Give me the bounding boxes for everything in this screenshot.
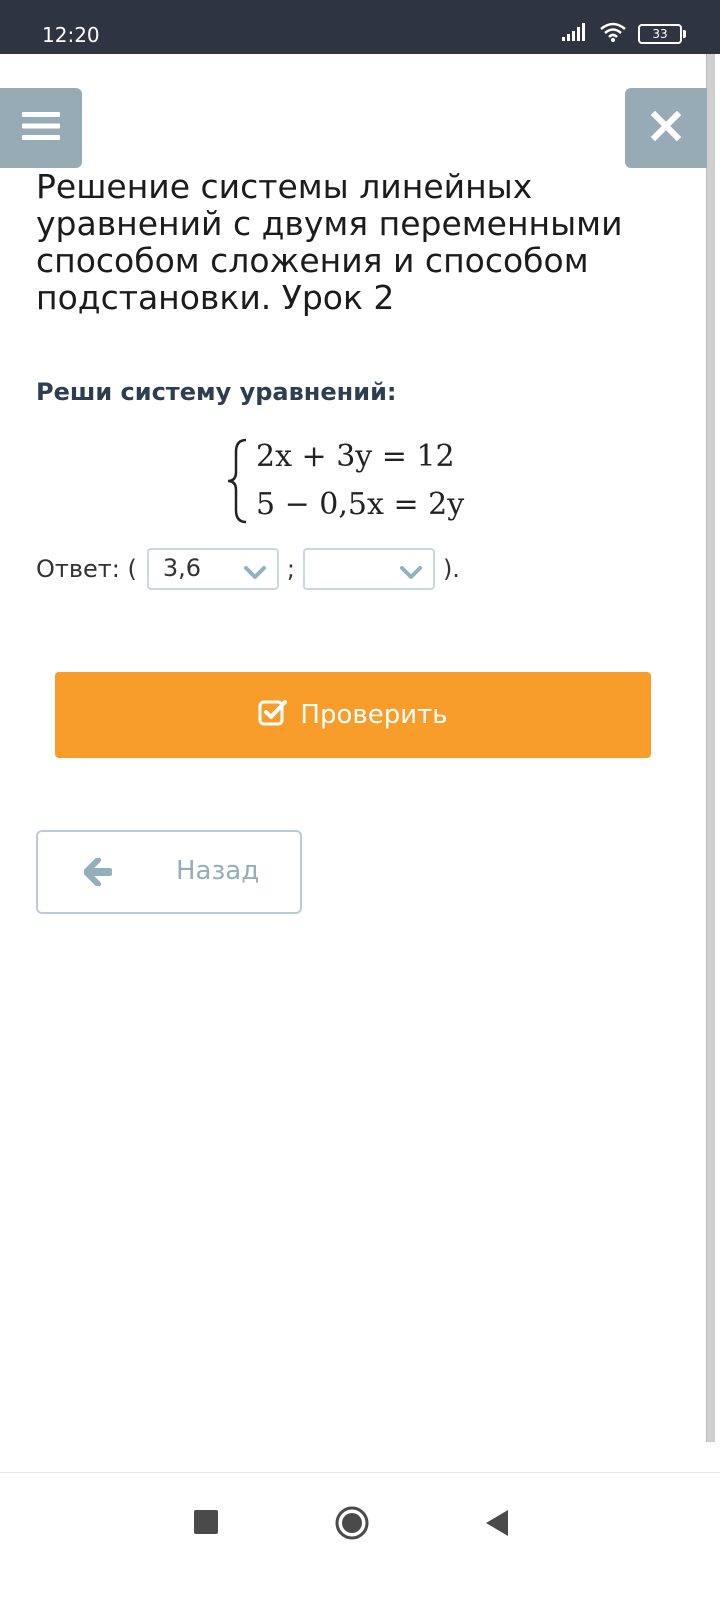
- close-icon: [651, 111, 681, 145]
- recent-apps-icon[interactable]: [194, 1510, 218, 1534]
- chevron-down-icon: [399, 560, 423, 588]
- status-bar: [0, 0, 720, 54]
- status-icons: [562, 22, 682, 46]
- check-button[interactable]: [55, 672, 651, 758]
- equation-system: [226, 438, 464, 524]
- chevron-down-icon: [243, 560, 267, 588]
- answer-separator: ;: [286, 555, 295, 583]
- lesson-title: Решение системы линейных уравнений с двумя переменными способом сложения и способом подстановки. Урок 2: [36, 167, 623, 317]
- answer-suffix: ).: [442, 555, 460, 583]
- menu-button[interactable]: [0, 88, 82, 168]
- wifi-icon: [600, 22, 626, 46]
- hamburger-icon: [22, 111, 60, 145]
- back-triangle-icon[interactable]: [484, 1508, 510, 1542]
- answer-x-dropdown[interactable]: [147, 548, 279, 590]
- answer-label: Ответ: (: [36, 555, 137, 583]
- answer-x-value: 3,6: [162, 554, 202, 582]
- equations: [250, 438, 464, 524]
- equation-2: 5 − 0,5x = 2y: [256, 487, 465, 522]
- task-title: Реши систему уравнений:: [36, 378, 397, 406]
- system-nav-bar: [0, 1472, 720, 1601]
- signal-icon: [562, 23, 588, 45]
- answer-row: [36, 546, 460, 592]
- equation-1: 2x + 3y = 12: [256, 439, 455, 474]
- back-button-label: Назад: [176, 856, 260, 886]
- answer-y-dropdown[interactable]: [303, 548, 435, 590]
- close-button[interactable]: [625, 88, 707, 168]
- check-button-label: Проверить: [300, 700, 448, 730]
- home-icon[interactable]: [334, 1505, 370, 1545]
- status-time: 12:20: [42, 23, 100, 47]
- scrollbar[interactable]: [706, 54, 715, 1442]
- system-brace: [226, 438, 250, 524]
- checkbox-check-icon: [258, 698, 288, 733]
- back-button[interactable]: [36, 830, 302, 914]
- arrow-left-icon: [84, 858, 114, 890]
- battery-icon: 33: [638, 24, 682, 44]
